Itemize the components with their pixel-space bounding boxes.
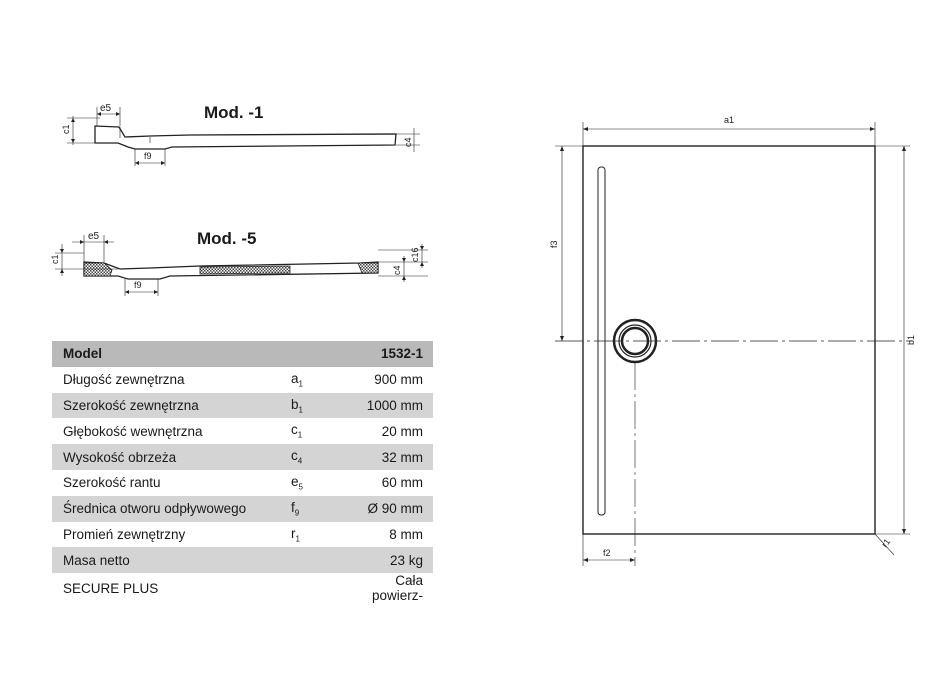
mod-5-title: Mod. -5	[197, 229, 257, 248]
plan-b1-label: b1	[906, 334, 916, 345]
mod-1-e5-label: e5	[100, 103, 112, 114]
row-name: Długość zewnętrzna	[63, 372, 185, 388]
row-symbol: $c_4$	[291, 444, 353, 470]
row-name: Głębokość wewnętrzna	[63, 423, 203, 439]
row-name: SECURE PLUS	[63, 580, 159, 596]
plan-a1-label: a1	[724, 115, 735, 125]
row-value: Cała powierz-	[371, 573, 423, 604]
mod-5-e5-label: e5	[88, 231, 100, 242]
row-symbol: $f_9$	[291, 496, 353, 522]
plan-f3-label: f3	[549, 240, 559, 248]
mod-5-c16-label: c16	[410, 247, 420, 262]
row-name: Szerokość zewnętrzna	[52, 393, 291, 419]
row-name: Promień zewnętrzny	[63, 526, 186, 542]
row-name: Szerokość rantu	[63, 475, 161, 491]
row-value: 20 mm	[381, 423, 423, 439]
row-name: Średnica otworu odpływowego	[52, 496, 291, 522]
row-value: 32 mm	[353, 444, 433, 470]
plan-r1-label: r1	[879, 536, 893, 550]
mod-1-c1-label: c1	[61, 124, 71, 134]
header-model-value: 1532-1	[353, 341, 433, 367]
row-symbol: $b_1$	[291, 393, 353, 419]
mod-1-title: Mod. -1	[204, 103, 264, 122]
plan-f2-label: f2	[603, 548, 611, 558]
mod-5-c4-label: c4	[392, 265, 402, 275]
row-value: 8 mm	[389, 526, 423, 542]
mod-1-f9-label: f9	[144, 151, 152, 161]
row-symbol: $r_1$	[291, 525, 300, 544]
row-name: Masa netto	[52, 547, 291, 573]
row-value: 1000 mm	[353, 393, 433, 419]
row-value: 60 mm	[381, 475, 423, 491]
mod-5-f9-label: f9	[134, 280, 142, 290]
header-model-label: Model	[52, 341, 291, 367]
row-symbol: $c_1$	[291, 422, 303, 441]
mod-1-c4-label: c4	[403, 137, 413, 147]
mod-5-c1-label: c1	[50, 254, 60, 264]
row-value: 900 mm	[374, 372, 423, 388]
row-symbol: $a_1$	[291, 370, 303, 389]
row-symbol: $e_5$	[291, 474, 303, 492]
row-value: Ø 90 mm	[353, 496, 433, 522]
row-name: Wysokość obrzeża	[52, 444, 291, 470]
row-value: 23 kg	[353, 547, 433, 573]
